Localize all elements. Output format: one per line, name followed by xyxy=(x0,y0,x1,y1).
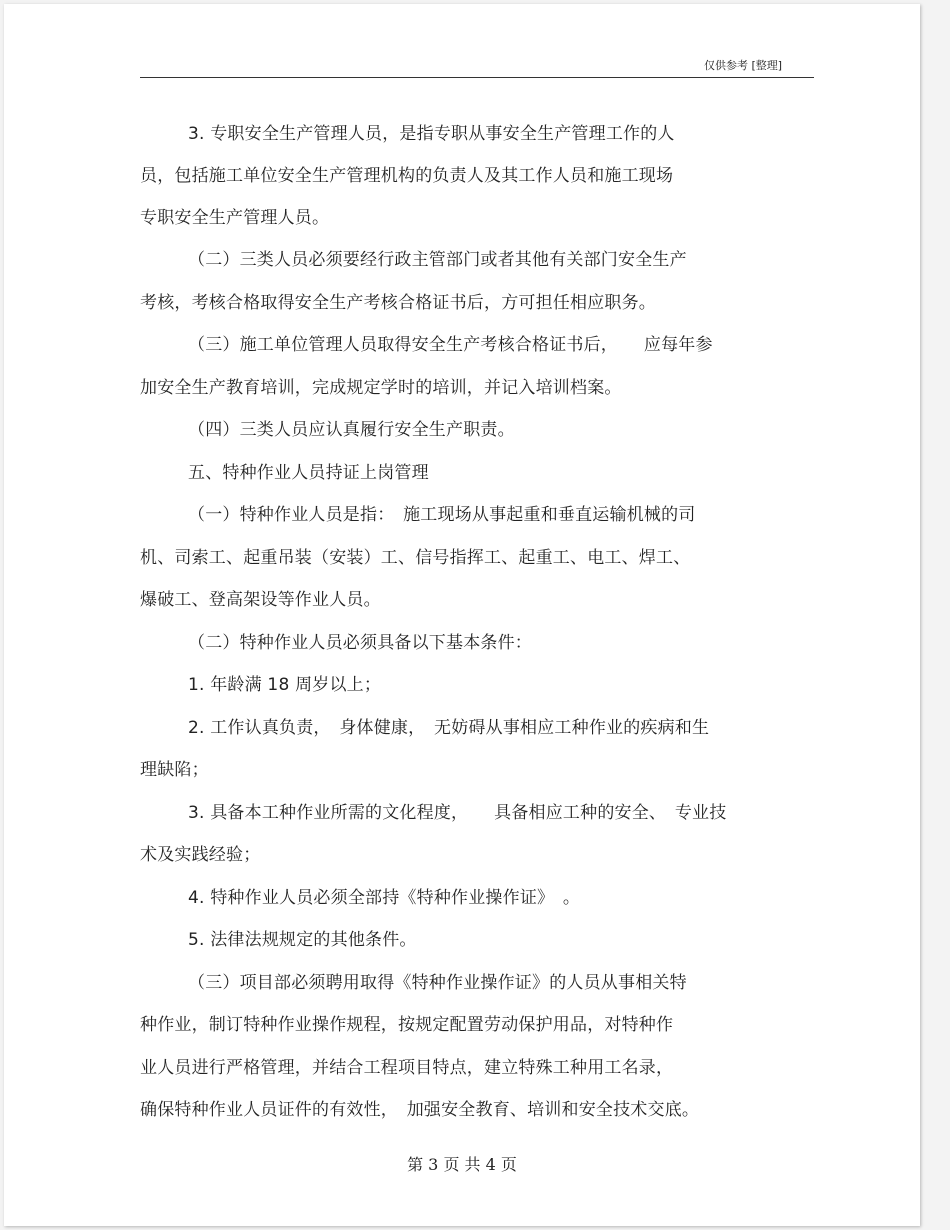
document-page xyxy=(4,4,920,1226)
text-line: （一）特种作业人员是指： 施工现场从事起重和垂直运输机械的司 xyxy=(188,505,696,525)
text-line: （二）特种作业人员必须具备以下基本条件： xyxy=(188,633,532,653)
text-line: 5. 法律法规规定的其他条件。 xyxy=(188,930,417,950)
section-heading: 五、特种作业人员持证上岗管理 xyxy=(188,463,429,483)
text-line: 2. 工作认真负责， 身体健康， 无妨碍从事相应工种作业的疾病和生 xyxy=(188,718,710,738)
text-line: 员，包括施工单位安全生产管理机构的负责人及其工作人员和施工现场 xyxy=(140,166,674,186)
text-line: （三）施工单位管理人员取得安全生产考核合格证书后， 应每年参 xyxy=(188,335,713,355)
text-line: 确保特种作业人员证件的有效性， 加强安全教育、培训和安全技术交底。 xyxy=(140,1100,700,1120)
header-rule xyxy=(140,77,814,78)
text-line: 爆破工、登高架设等作业人员。 xyxy=(140,590,381,610)
page-number: 第 3 页 共 4 页 xyxy=(407,1155,517,1174)
text-line: （三）项目部必须聘用取得《特种作业操作证》的人员从事相关特 xyxy=(188,973,687,993)
text-line: 理缺陷； xyxy=(140,760,209,780)
text-line: 业人员进行严格管理，并结合工程项目特点，建立特殊工种用工名录， xyxy=(140,1058,674,1078)
text-line: 3. 具备本工种作业所需的文化程度， 具备相应工种的安全、 专业技 xyxy=(188,803,727,823)
text-line: 加安全生产教育培训，完成规定学时的培训，并记入培训档案。 xyxy=(140,378,622,398)
text-line: （四）三类人员应认真履行安全生产职责。 xyxy=(188,420,515,440)
text-line: 机、司索工、起重吊装（安装）工、信号指挥工、起重工、电工、焊工、 xyxy=(140,548,691,568)
text-line: 3. 专职安全生产管理人员，是指专职从事安全生产管理工作的人 xyxy=(188,124,675,144)
text-line: （二）三类人员必须要经行政主管部门或者其他有关部门安全生产 xyxy=(188,250,687,270)
text-line: 4. 特种作业人员必须全部持《特种作业操作证》 。 xyxy=(188,888,581,908)
text-line: 种作业，制订特种作业操作规程，按规定配置劳动保护用品，对特种作 xyxy=(140,1015,674,1035)
text-line: 术及实践经验； xyxy=(140,845,261,865)
text-line: 1. 年龄满 18 周岁以上； xyxy=(188,675,382,695)
text-line: 考核，考核合格取得安全生产考核合格证书后，方可担任相应职务。 xyxy=(140,293,656,313)
header-note: 仅供参考 [整理] xyxy=(704,59,783,72)
text-line: 专职安全生产管理人员。 xyxy=(140,208,330,228)
